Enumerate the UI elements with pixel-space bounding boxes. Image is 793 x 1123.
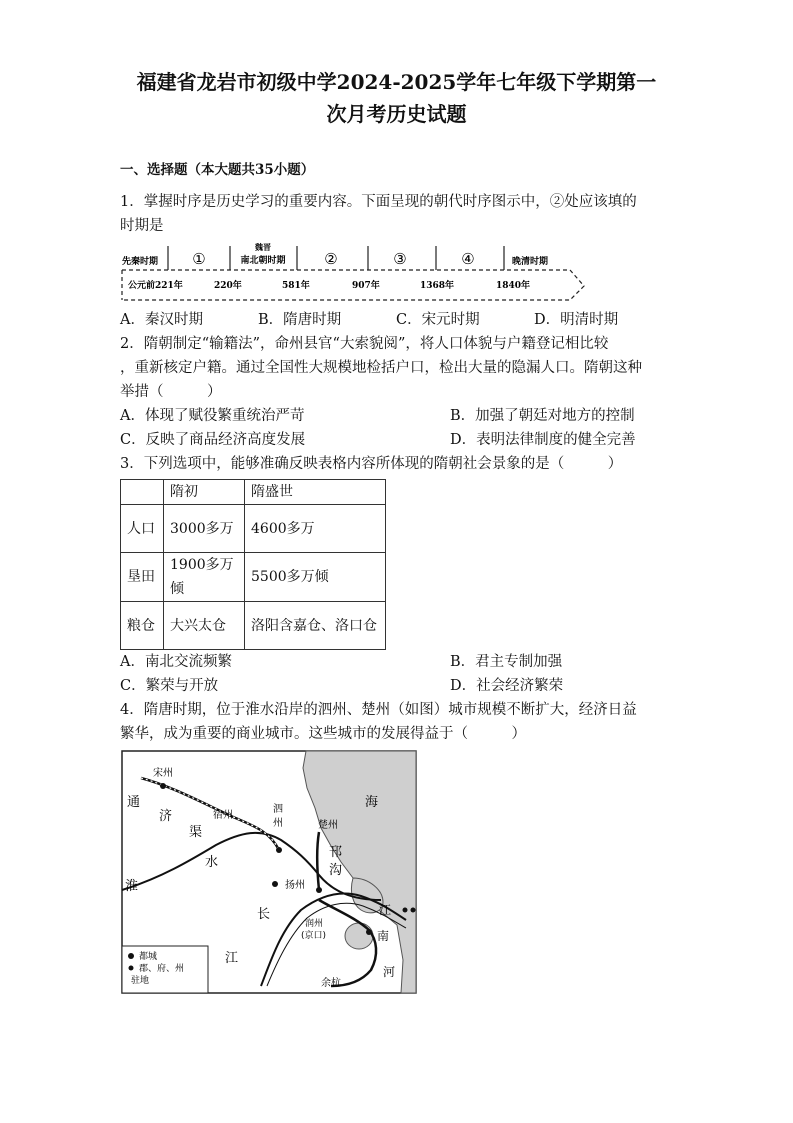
period-label: ① — [192, 250, 206, 268]
map-label: 宋州 — [153, 768, 173, 779]
table-row — [121, 553, 386, 602]
city-dot — [160, 783, 166, 789]
q1-option-b[interactable]: B．隋唐时期 — [258, 312, 342, 328]
map-label: 沟 — [329, 863, 343, 878]
map-label: 余杭 — [321, 978, 341, 989]
map-label: 扬州 — [285, 880, 305, 891]
year-label: 1840年 — [496, 281, 531, 291]
table-cell — [121, 480, 164, 505]
map-label: 河 — [383, 965, 396, 979]
map-label: 水 — [205, 855, 219, 870]
q4-stem-line1: 4．隋唐时期，位于淮水沿岸的泗州、楚州（如图）城市规模不断扩大，经济日益 — [120, 702, 637, 718]
section-heading: 一、选择题（本大题共35小题） — [120, 162, 315, 178]
map-label: 江 — [225, 951, 239, 966]
q4-map — [121, 750, 417, 994]
page-title-line2: 次月考历史试题 — [326, 102, 467, 126]
q3-table — [120, 479, 386, 650]
q2-option-a[interactable]: A．体现了赋役繁重统治严苛 — [120, 408, 305, 424]
legend-label: 驻地 — [131, 976, 150, 986]
q3-option-b[interactable]: B．君主专制加强 — [450, 654, 563, 670]
page-title-line1: 福建省龙岩市初级中学2024-2025学年七年级下学期第一 — [136, 70, 657, 94]
table-cell: 3000多万 — [164, 505, 245, 553]
q2-option-b[interactable]: B．加强了朝廷对地方的控制 — [450, 408, 635, 424]
map-label: (京口) — [301, 931, 327, 941]
year-label: 1368年 — [420, 281, 455, 291]
period-label: 南北朝时期 — [240, 256, 286, 266]
q3-stem: 3．下列选项中，能够准确反映表格内容所体现的隋朝社会景象的是（ ） — [120, 456, 623, 472]
period-label: 先秦时期 — [122, 257, 159, 267]
table-cell: 垦田 — [121, 553, 164, 602]
table-row — [121, 505, 386, 553]
q3-option-a[interactable]: A．南北交流频繁 — [120, 654, 232, 670]
legend-label: 都城 — [139, 952, 158, 962]
legend-label: 郡、府、州 — [139, 964, 185, 974]
q1-option-c[interactable]: C．宋元时期 — [396, 312, 480, 328]
map-label: 长 — [257, 907, 271, 922]
map-label: 淮 — [125, 879, 139, 894]
period-label: ④ — [461, 250, 475, 268]
period-label: ② — [324, 250, 338, 268]
year-label: 220年 — [214, 281, 242, 291]
year-label: 公元前221年 — [128, 281, 183, 291]
q3-option-d[interactable]: D．社会经济繁荣 — [450, 678, 564, 694]
q4-stem-line2: 繁华，成为重要的商业城市。这些城市的发展得益于（ ） — [120, 726, 526, 742]
q2-stem-line1: 2．隋朝制定“输籍法”，命州县官“大索貌阅”，将人口体貌与户籍登记相比较 — [120, 336, 609, 352]
table-cell: 4600多万 — [245, 505, 386, 553]
year-label: 907年 — [352, 281, 380, 291]
table-header-row — [121, 480, 386, 505]
table-cell: 隋盛世 — [245, 480, 386, 505]
map-label: 泗 — [273, 804, 283, 815]
q2-stem-line3: 举措（ ） — [120, 384, 222, 400]
period-label: ③ — [393, 250, 407, 268]
map-label: 宿州 — [213, 810, 233, 821]
table-cell: 大兴太仓 — [164, 602, 245, 650]
map-label: 海 — [365, 795, 379, 810]
lake-area — [345, 923, 373, 949]
year-label: 581年 — [282, 281, 310, 291]
map-label: 润州 — [305, 919, 324, 929]
table-row — [121, 602, 386, 650]
q2-option-c[interactable]: C．反映了商品经济高度发展 — [120, 432, 306, 448]
map-label: 南 — [377, 929, 390, 943]
city-dot — [366, 929, 372, 935]
q1-stem-line1: 1．掌握时序是历史学习的重要内容。下面呈现的朝代时序图示中，②处应该填的 — [120, 194, 637, 210]
legend-city-dot — [129, 966, 134, 971]
period-label: 魏晋 — [255, 242, 271, 252]
map-label: 州 — [273, 818, 283, 829]
city-dot — [272, 881, 278, 887]
q2-stem-line2: ，重新核定户籍。通过全国性大规模地检括户口，检出大量的隐漏人口。隋朝这种 — [120, 360, 642, 376]
q2-option-d[interactable]: D．表明法律制度的健全完善 — [450, 432, 636, 448]
map-label: 楚州 — [318, 820, 338, 831]
q3-option-c[interactable]: C．繁荣与开放 — [120, 678, 219, 694]
table-cell: 人口 — [121, 505, 164, 553]
q1-option-d[interactable]: D．明清时期 — [534, 312, 619, 328]
q1-stem-line2: 时期是 — [120, 218, 164, 234]
map-label: 济 — [159, 809, 173, 824]
table-cell: 洛阳含嘉仓、洛口仓 — [245, 602, 386, 650]
city-dot — [316, 887, 322, 893]
table-cell: 隋初 — [164, 480, 245, 505]
q1-option-a[interactable]: A．秦汉时期 — [120, 312, 203, 328]
q1-timeline — [118, 240, 588, 302]
map-label: 江 — [379, 903, 392, 917]
map-label: 邗 — [329, 845, 343, 860]
table-cell: 1900多万倾 — [164, 553, 245, 602]
table-cell: 粮仓 — [121, 602, 164, 650]
table-cell: 5500多万倾 — [245, 553, 386, 602]
period-label: 晚清时期 — [512, 257, 549, 267]
map-label: 通 — [127, 795, 141, 810]
legend-capital-dot — [128, 953, 134, 959]
map-label: 渠 — [189, 825, 203, 840]
city-dot — [276, 847, 282, 853]
